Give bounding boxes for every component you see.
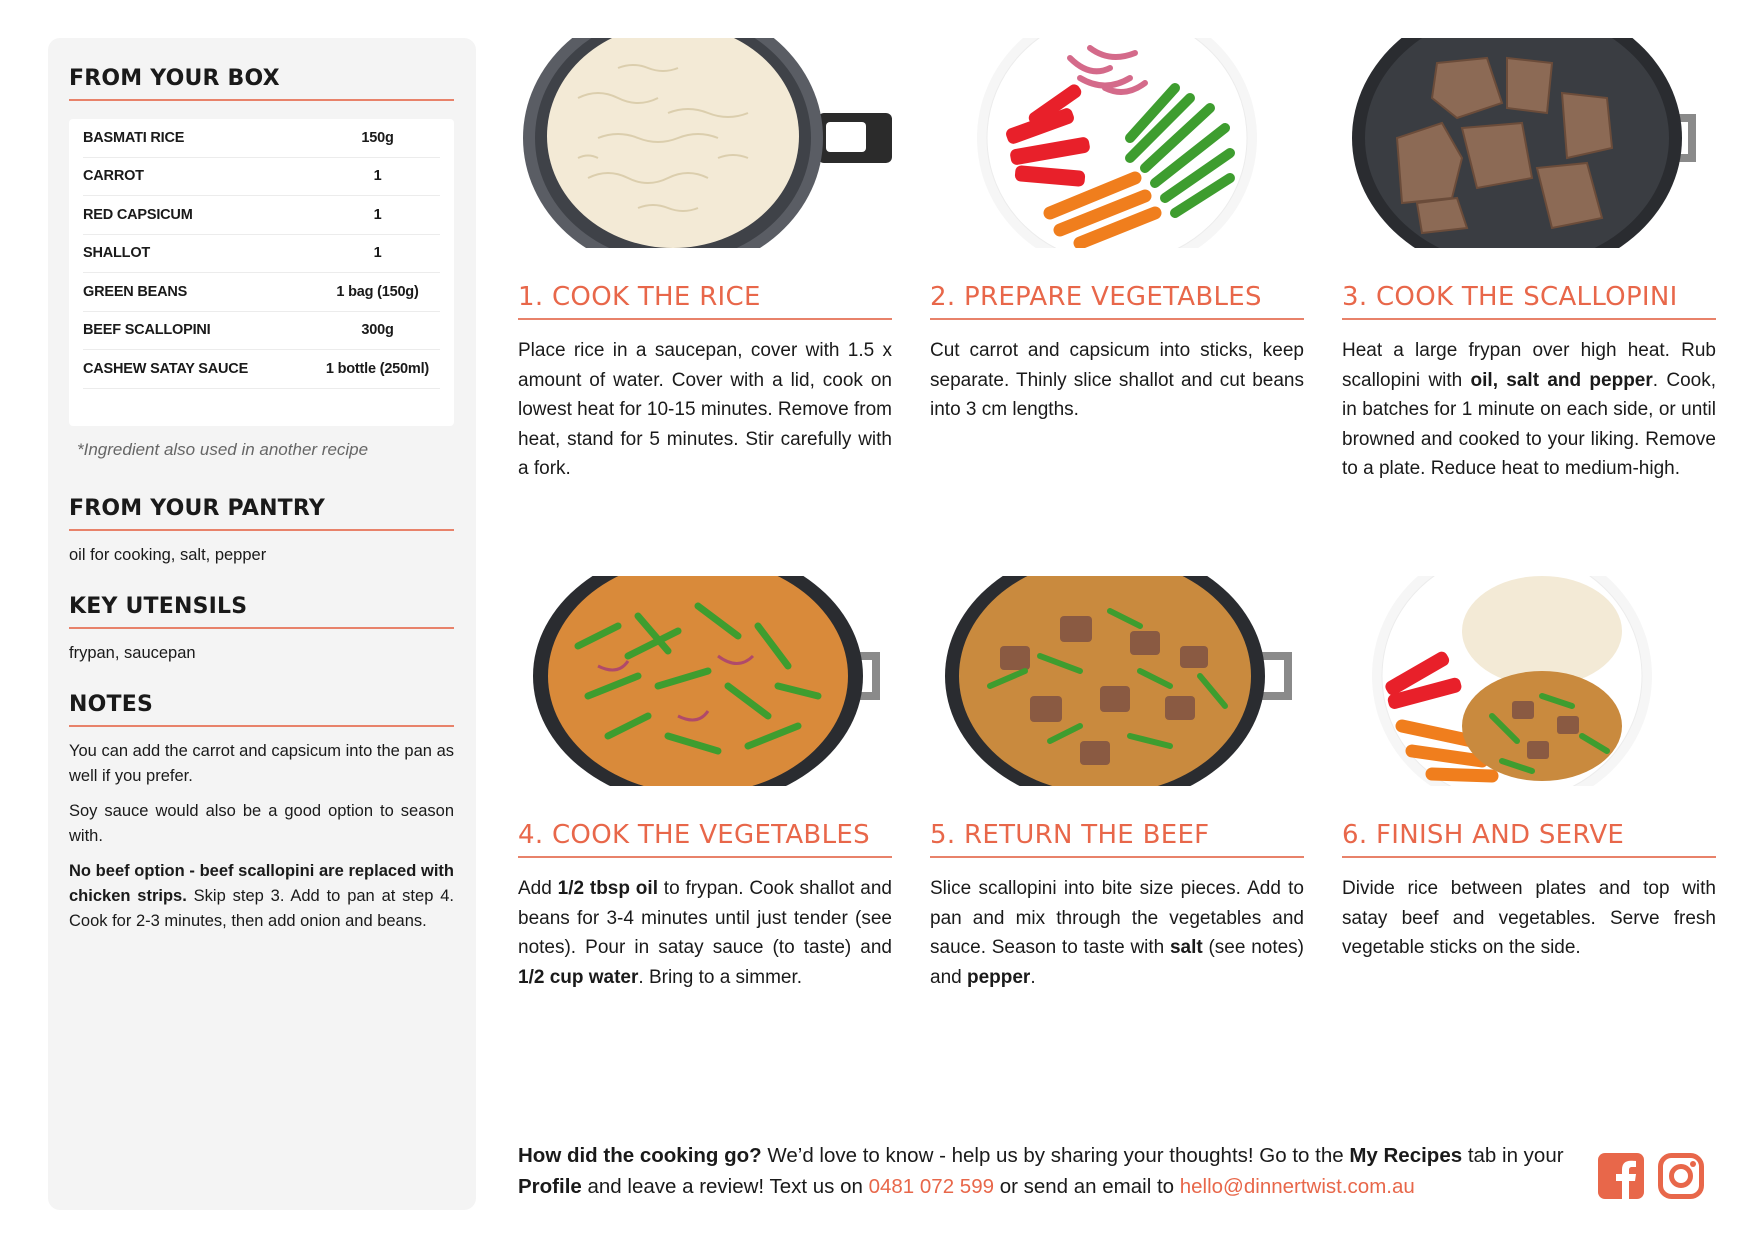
step-3-photo <box>1342 38 1716 248</box>
note-text: You can add the carrot and capsicum into the pan as well if you prefer. <box>69 742 454 785</box>
utensils-heading: KEY UTENSILS <box>69 594 454 629</box>
scallopini-pan-image <box>1342 38 1716 248</box>
step-4-title: 4. COOK THE VEGETABLES <box>518 820 892 858</box>
step-text: Cut carrot and capsicum into sticks, keep separate. Thinly slice shallot and cut beans into 3 cm lengths. <box>930 340 1304 420</box>
step-4-photo <box>518 576 892 786</box>
feedback-question: How did the cooking go? <box>518 1144 762 1167</box>
feedback-text: We’d love to know - help us by sharing your thoughts! Go to the <box>761 1144 1350 1167</box>
step-text: . Bring to a simmer. <box>638 966 803 988</box>
note-rest: Skip step 3. Add to pan at step 4. Cook for 2-3 minutes, then add onion and beans. <box>69 887 454 930</box>
step-2 <box>930 38 1304 425</box>
step-6-title: 6. FINISH AND SERVE <box>1342 820 1716 858</box>
step-1-photo <box>518 38 892 248</box>
step-text: to frypan. Cook shallot and beans for 3-4 minutes until just tender (see notes). Pour in satay sauce (to taste) and <box>518 878 892 958</box>
step-text: Slice scallopini into bite size pieces. Add to pan and mix through the vegetables and sauce. Season to taste with <box>930 878 1304 958</box>
ingredient-qty: 300g <box>361 322 394 339</box>
step-4 <box>518 576 892 992</box>
step-3-title: 3. COOK THE SCALLOPINI <box>1342 282 1716 320</box>
step-3 <box>1342 38 1716 484</box>
instagram-icon[interactable] <box>1658 1153 1704 1199</box>
sidebar <box>48 38 476 1210</box>
my-recipes-label: My Recipes <box>1349 1144 1463 1167</box>
rice-pot-image <box>518 38 892 248</box>
ingredient-name: SHALLOT <box>83 245 151 262</box>
vegetables-plate-image <box>930 38 1304 248</box>
profile-label: Profile <box>518 1175 582 1198</box>
ingredient-name: GREEN BEANS <box>83 283 188 300</box>
step-2-title: 2. PREPARE VEGETABLES <box>930 282 1304 320</box>
ingredient-name: BEEF SCALLOPINI <box>83 322 211 339</box>
step-5 <box>930 576 1304 992</box>
email-link[interactable]: hello@dinnertwist.com.au <box>1179 1175 1415 1198</box>
feedback-text: or send an email to <box>994 1175 1180 1198</box>
step-1 <box>518 38 892 484</box>
step-text: Heat a large frypan over high heat. Rub scallopini with <box>1342 340 1716 391</box>
step-text: . <box>1030 966 1036 988</box>
feedback-text: tab in your <box>1462 1144 1564 1167</box>
ingredient-qty: 1 <box>373 168 382 185</box>
beef-pan-image <box>930 576 1304 786</box>
notes-heading: NOTES <box>69 692 454 727</box>
feedback-text: and leave a review! Text us on <box>581 1175 869 1198</box>
step-4-body <box>518 874 892 992</box>
step-5-photo <box>930 576 1304 786</box>
ingredient-row <box>83 196 440 235</box>
pantry-text: oil for cooking, salt, pepper <box>69 546 267 564</box>
notes-section <box>69 692 454 934</box>
ingredient-row <box>83 312 440 351</box>
step-text: . Cook, in batches for 1 minute on each side, or until browned and cooked to your liking. Remove to a plate. Reduce heat to medium-high. <box>1342 369 1716 479</box>
served-plate-image <box>1342 576 1716 786</box>
step-1-title: 1. COOK THE RICE <box>518 282 892 320</box>
ingredient-row <box>83 350 440 389</box>
step-text: Divide rice between plates and top with satay beef and vegetables. Serve fresh vegetable sticks on the side. <box>1342 878 1716 958</box>
step-text: Place rice in a saucepan, cover with 1.5 x amount of water. Cover with a lid, cook on lowest heat for 10-15 minutes. Remove from heat, stand for 5 minutes. Stir carefully with a fork. <box>518 340 892 479</box>
utensils-section <box>69 594 454 666</box>
ingredient-qty: 1 bottle (250ml) <box>325 360 430 377</box>
step-6-photo <box>1342 576 1716 786</box>
step-5-title: 5. RETURN THE BEEF <box>930 820 1304 858</box>
step-2-photo <box>930 38 1304 248</box>
utensils-text: frypan, saucepan <box>69 644 196 662</box>
note-bold: No beef option - beef scallopini are replaced with chicken strips. <box>69 862 454 905</box>
step-text: (see notes) and <box>930 937 1304 988</box>
ingredient-footnote: *Ingredient also used in another recipe <box>77 440 369 459</box>
step-6-body <box>1342 874 1716 963</box>
step-1-body <box>518 336 892 484</box>
step-text-bold: oil, salt and pepper <box>1470 369 1653 391</box>
ingredient-row <box>83 235 440 274</box>
step-2-body <box>930 336 1304 425</box>
step-text: Add <box>518 878 558 899</box>
feedback-footer <box>518 1140 1578 1202</box>
ingredient-name: CASHEW SATAY SAUCE <box>83 360 249 377</box>
ingredient-row <box>83 273 440 312</box>
ingredient-qty: 1 bag (150g) <box>336 283 419 300</box>
step-text-bold: salt <box>1169 937 1203 958</box>
ingredient-row <box>83 158 440 197</box>
ingredient-qty: 1 <box>373 206 382 223</box>
ingredient-name: RED CAPSICUM <box>83 206 193 223</box>
ingredient-qty: 1 <box>373 245 382 262</box>
step-text-bold: pepper <box>966 966 1031 988</box>
phone-link[interactable]: 0481 072 599 <box>868 1175 994 1198</box>
note-text <box>69 859 454 934</box>
step-text-bold: 1/2 tbsp oil <box>557 878 658 899</box>
step-3-body <box>1342 336 1716 484</box>
facebook-icon[interactable] <box>1598 1153 1644 1199</box>
ingredient-name: CARROT <box>83 168 144 185</box>
vegetables-pan-image <box>518 576 892 786</box>
ingredient-name: BASMATI RICE <box>83 129 185 146</box>
ingredients-table <box>69 119 454 426</box>
ingredient-row <box>83 119 440 158</box>
pantry-heading: FROM YOUR PANTRY <box>69 496 454 531</box>
step-6 <box>1342 576 1716 963</box>
pantry-section <box>69 496 454 568</box>
box-heading: FROM YOUR BOX <box>69 66 454 101</box>
note-text: Soy sauce would also be a good option to season with. <box>69 802 454 845</box>
step-text-bold: 1/2 cup water <box>518 966 639 988</box>
ingredient-qty: 150g <box>361 129 394 146</box>
step-5-body <box>930 874 1304 992</box>
